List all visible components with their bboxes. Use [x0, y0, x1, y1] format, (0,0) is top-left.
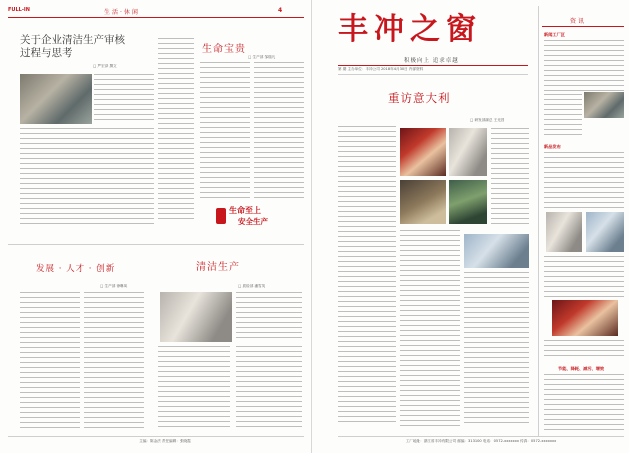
article-1-title [20, 34, 170, 60]
article-1-text-b [20, 128, 154, 224]
italy-photo-5 [464, 234, 529, 268]
feature-text-b [491, 128, 529, 228]
sidebar-text-1 [544, 40, 624, 92]
sidebar-subtitle-2: 新品发布 [544, 144, 561, 149]
banner-line-2: 安全生产 [238, 217, 268, 226]
article-2-text-b [254, 62, 304, 198]
header-rule [8, 17, 304, 18]
banner-line-1: 生命至上 [229, 206, 261, 215]
sidebar-text-5 [544, 340, 624, 360]
feature-text-d [464, 272, 529, 426]
masthead: 丰冲之窗 [338, 12, 482, 47]
left-header [8, 7, 308, 16]
info-rule [338, 74, 528, 75]
sidebar-divider [538, 6, 539, 436]
sidebar-title-rule [542, 26, 624, 27]
italy-photo-3 [400, 180, 446, 224]
italy-photo-2 [449, 128, 487, 176]
article-4-text-b [158, 346, 230, 430]
article-4-text-c [236, 346, 302, 430]
article-3-title: 发展 · 人才 · 创新 [36, 264, 116, 274]
footer-rule [8, 436, 304, 437]
masthead-rule [338, 65, 528, 66]
factory-photo [20, 74, 92, 124]
left-page [0, 0, 312, 453]
sidebar-text-6 [544, 374, 624, 430]
article-1-text-c [158, 38, 194, 223]
slogan: 积极向上 追求卓越 [404, 58, 459, 64]
meeting-photo [160, 292, 232, 342]
feature-text-a [338, 126, 396, 426]
article-2-text-a [200, 62, 250, 198]
sidebar-title: 资讯 [570, 18, 587, 25]
article-3-text-b [84, 292, 144, 430]
logo: FULL-IN [8, 7, 30, 13]
title-line-2: 过程与思考 [20, 47, 73, 59]
feature-author: □ 研发部副总 王光昌 [470, 118, 505, 122]
right-footer-rule [338, 436, 624, 437]
sidebar-subtitle-1: 新闻工厂区 [544, 32, 565, 37]
safety-banner [216, 202, 290, 228]
mid-rule [8, 244, 304, 245]
right-footer: 工厂地址：浙江省丰冲有限公司 邮编：313100 电话：0572-xxxxxxx 传真：0572-xxxxxxx [405, 439, 557, 443]
feature-title: 重访意大利 [388, 91, 451, 105]
article-4-title: 清洁生产 [196, 262, 240, 273]
sidebar-photo-2 [546, 212, 582, 252]
page-number: 4 [278, 7, 283, 14]
sidebar-text-2 [544, 94, 582, 138]
article-4-author: □ 质检部 潘雪英 [238, 284, 266, 288]
section-title: 生活·休闲 [104, 9, 140, 16]
article-3-text-a [20, 292, 80, 430]
right-page [314, 0, 629, 453]
sidebar-text-4 [544, 256, 624, 298]
italy-photo-1 [400, 128, 446, 176]
sidebar-subtitle-3: 节能、降耗、减污、增效 [558, 366, 605, 371]
left-footer: 主编：陈金法 责任编辑：张晓霞 [139, 439, 191, 443]
article-2-title: 生命宝贵 [202, 44, 246, 55]
article-4-text-a [236, 292, 302, 342]
sidebar-photo-3 [586, 212, 624, 252]
feature-text-c [400, 230, 460, 426]
article-1-author: □ 严宏泽 撰文 [93, 64, 117, 68]
article-3-author: □ 生产部 徐琳凤 [100, 284, 128, 288]
sidebar-photo-1 [584, 92, 624, 118]
article-1-text-a [94, 74, 154, 124]
sidebar-text-3 [544, 152, 624, 210]
sidebar-photo-4 [552, 300, 618, 336]
issue-info: 第 期 主办单位：丰冲公司 2018年4月30日 内部资料 [338, 67, 424, 71]
article-2-author: □ 生产部 邹瑞凡 [248, 55, 276, 59]
italy-photo-4 [449, 180, 487, 224]
worker-icon [216, 208, 226, 224]
title-line-1: 关于企业清洁生产审核 [20, 34, 125, 46]
